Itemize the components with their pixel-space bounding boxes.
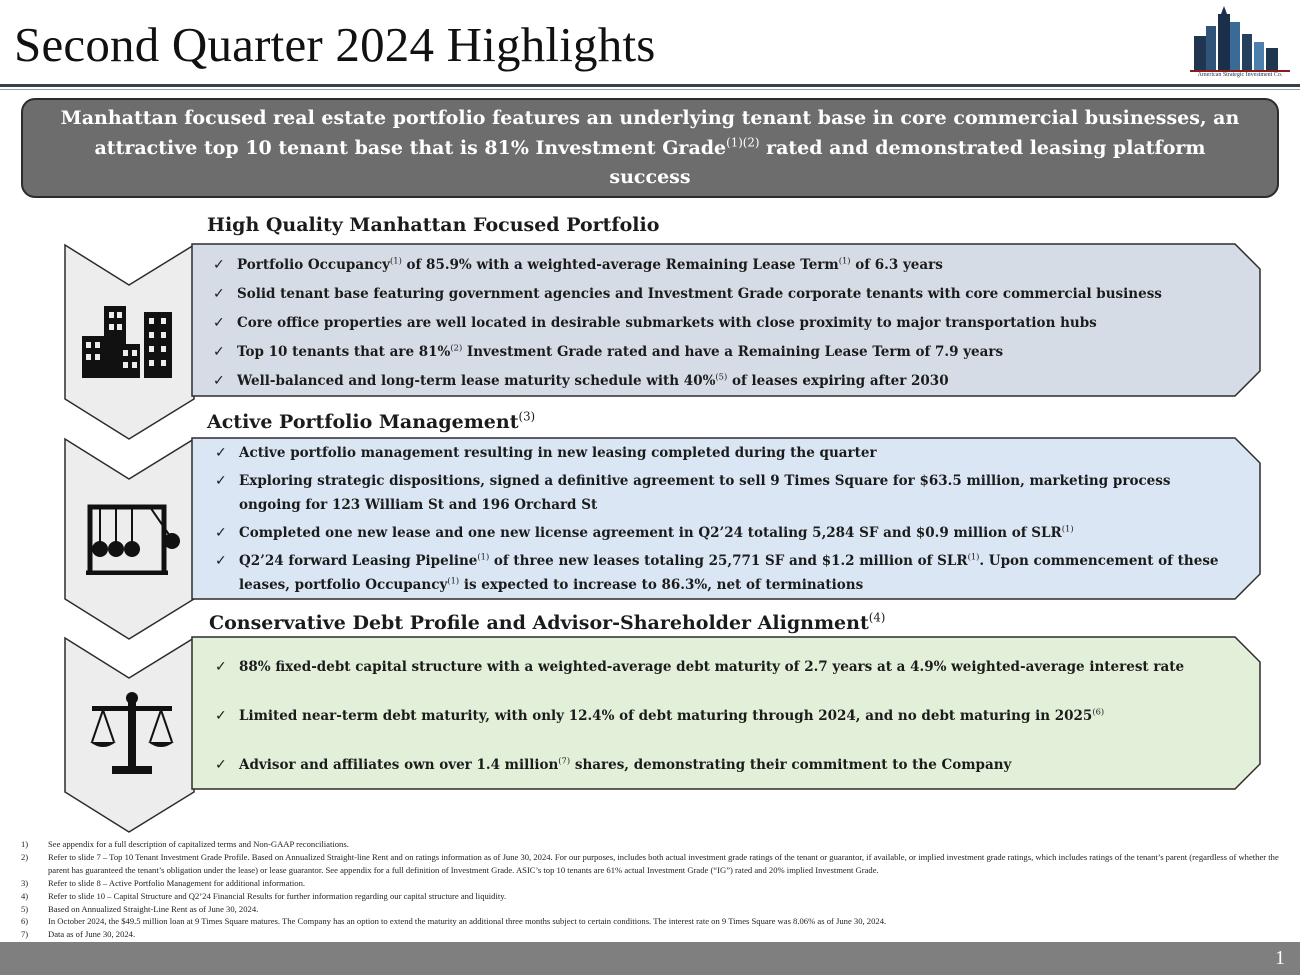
- check-icon: ✓: [215, 757, 227, 773]
- footnote: 4) Refer to slide 10 – Capital Structure and Q2’24 Financial Results for further information regarding our capital structure and liquidity.: [21, 890, 507, 901]
- title-divider: [0, 84, 1300, 87]
- check-icon: ✓: [213, 257, 225, 273]
- footnote: 6) In October 2024, the $49.5 million loan at 9 Times Square matures. The Company has an option to extend the maturity an additional three months subject to certain conditions. The interest rate on 9 Times Square was 8.06% as of June 30, 2024.: [21, 916, 887, 927]
- bullet-fixed-debt: ✓ 88% fixed-debt capital structure with a weighted-average debt maturity of 2.7 years at a 4.9% weighted-average interest rate: [215, 655, 1232, 679]
- bullet-dispositions: ✓ Exploring strategic dispositions, signed a definitive agreement to sell 9 Times Square for $63.5 million, marketing process ongoing for 123 William St and 196 Orchard St: [215, 469, 1232, 517]
- title-divider-thin: [0, 89, 1300, 90]
- check-icon: ✓: [213, 344, 225, 360]
- footnote: 2) Refer to slide 7 – Top 10 Tenant Investment Grade Profile. Based on Annualized Straight-line Rent and on ratings information as of June 30, 2024. For our purposes, includes both actual investment grade ratings of the tenant or guarantor, if available, or implied investment grade ratings, which includes ratings of the tenant’s parent (regardless of whether the parent has guaranteed the tenant’s obligation under the lease) or lease guarantor. See appendix for a full definition of Investment Grade. ASIC’s top 10 tenants are 61% actual Investment Grade (“IG”) rated and 20% implied Investment Grade.: [21, 851, 1279, 875]
- page-title: Second Quarter 2024 Highlights: [14, 17, 656, 72]
- check-icon: ✓: [213, 286, 225, 302]
- check-icon: ✓: [215, 525, 227, 541]
- summary-banner: [21, 98, 1279, 198]
- footnote: 1) See appendix for a full description of capitalized terms and Non-GAAP reconciliations.: [21, 839, 349, 849]
- check-icon: ✓: [215, 659, 227, 675]
- section-panel-management: [191, 437, 1262, 600]
- newtons-cradle-icon: [84, 503, 182, 575]
- check-icon: ✓: [215, 708, 227, 724]
- bullet-top-tenants: ✓ Top 10 tenants that are 81%$^{(2)}$ Investment Grade rated and have a Remaining Lease Term of 7.9 years: [213, 340, 1232, 364]
- footnote: 3) Refer to slide 8 – Active Portfolio Management for additional information.: [21, 877, 306, 888]
- bullet-occupancy: ✓ Portfolio Occupancy$^{(1)}$ of 85.9% with a weighted-average Remaining Lease Term$^{(1)}$ of 6.3 years: [213, 253, 1232, 277]
- section-panel-portfolio: [191, 243, 1262, 397]
- company-logo: [1188, 4, 1292, 82]
- scales-icon: [90, 690, 174, 776]
- section-panel-debt: [191, 636, 1262, 790]
- bullet-tenant-base: ✓ Solid tenant base featuring government agencies and Investment Grade corporate tenants with core commercial business: [213, 282, 1232, 306]
- footnote: 7) Data as of June 30, 2024.: [21, 929, 136, 940]
- buildings-icon: [82, 306, 174, 378]
- section-title-portfolio: High Quality Manhattan Focused Portfolio: [207, 214, 660, 236]
- check-icon: ✓: [215, 445, 227, 461]
- bullet-core-office: ✓ Core office properties are well located in desirable submarkets with close proximity to major transportation hubs: [213, 311, 1232, 335]
- bullet-active-management: ✓ Active portfolio management resulting in new leasing completed during the quarter: [215, 441, 1232, 465]
- banner-line-2: attractive top 10 tenant base that is 81% Investment Grade$^{(1)(2)}$ rated and demonstrated leasing platform: [94, 135, 1206, 159]
- check-icon: ✓: [215, 553, 227, 569]
- bullet-advisor-shares: ✓ Advisor and affiliates own over 1.4 million$^{(7)}$ shares, demonstrating their commitment to the Company: [215, 753, 1232, 777]
- bullet-lease-maturity: ✓ Well-balanced and long-term lease maturity schedule with 40%$^{(5)}$ of leases expiring after 2030: [213, 369, 1232, 393]
- footnote: 5) Based on Annualized Straight-Line Rent as of June 30, 2024.: [21, 903, 259, 914]
- banner-line-1: Manhattan focused real estate portfolio features an underlying tenant base in core commercial businesses, an: [60, 107, 1240, 129]
- check-icon: ✓: [213, 315, 225, 331]
- bullet-new-lease: ✓ Completed one new lease and one new license agreement in Q2’24 totaling 5,284 SF and $0.9 million of SLR$^{(1)}$: [215, 521, 1232, 545]
- check-icon: ✓: [215, 473, 227, 489]
- bullet-debt-maturity: ✓ Limited near-term debt maturity, with only 12.4% of debt maturing through 2024, and no debt maturing in 2025$^{(6)}$: [215, 704, 1232, 728]
- bullet-leasing-pipeline: ✓ Q2’24 forward Leasing Pipeline$^{(1)}$ of three new leases totaling 25,771 SF and $1.2 million of SLR$^{(1)}$. Upon commencement of these leases, portfolio Occupancy$^{(1)}$ is expected to increase to 86.3%, net of terminations: [215, 549, 1232, 597]
- footnotes: [21, 838, 1281, 941]
- banner-line-3: success: [609, 166, 691, 188]
- page-number: 1: [1275, 947, 1285, 969]
- check-icon: ✓: [213, 373, 225, 389]
- logo-caption: American Strategic Investment Co.: [1197, 72, 1283, 78]
- section-title-debt: Conservative Debt Profile and Advisor-Shareholder Alignment$^{(4)}$: [209, 610, 886, 634]
- footer-bar: [0, 942, 1300, 975]
- section-title-management: Active Portfolio Management$^{(3)}$: [207, 409, 536, 433]
